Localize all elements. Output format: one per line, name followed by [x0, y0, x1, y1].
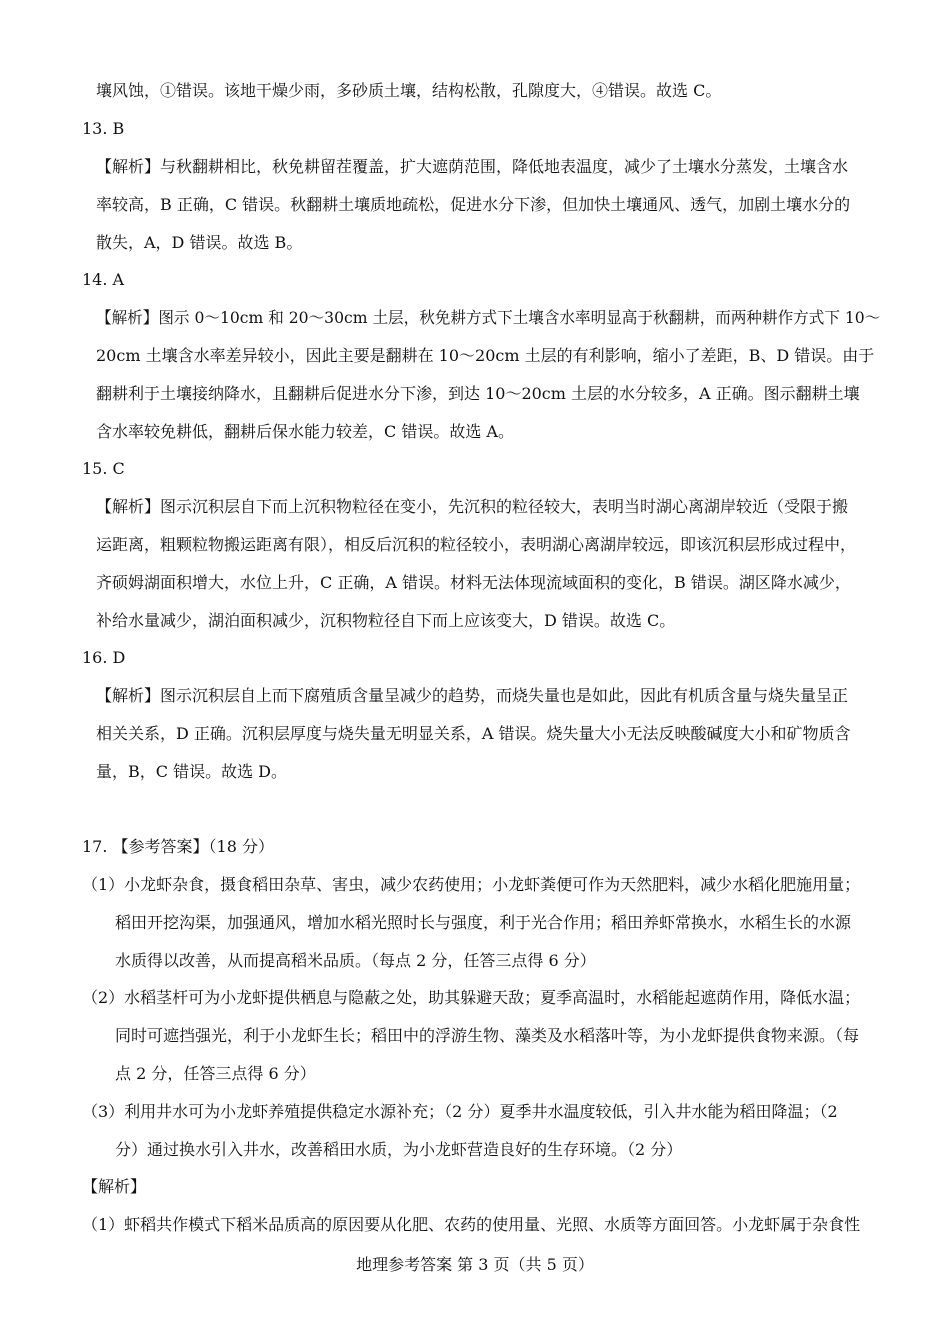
text-line: 壤风蚀，①错误。该地干燥少雨，多砂质土壤，结构松散，孔隙度大，④错误。故选 C。 [96, 81, 722, 100]
text-line: 同时可遮挡强光，利于小龙虾生长；稻田中的浮游生物、藻类及水稻落叶等，为小龙虾提供食物来源。（每 [115, 1026, 860, 1045]
text-line: 量，B，C 错误。故选 D。 [96, 762, 288, 781]
text-line: 点 2 分，任答三点得 6 分） [115, 1064, 316, 1083]
text-line: 分）通过换水引入井水，改善稻田水质，为小龙虾营造良好的生存环境。（2 分） [115, 1140, 683, 1159]
question-number-15: 15. C [82, 459, 125, 478]
text-line: 散失，A，D 错误。故选 B。 [96, 233, 303, 252]
text-line: 含水率较免耕低，翻耕后保水能力较差，C 错误。故选 A。 [96, 422, 514, 441]
text-line: 率较高，B 正确，C 错误。秋翻耕土壤质地疏松，促进水分下渗，但加快土壤通风、透气，加剧土壤水分的 [96, 195, 851, 214]
text-line: 补给水量减少，湖泊面积减少，沉积物粒径自下而上应该变大，D 错误。故选 C。 [96, 611, 676, 630]
text-line: 运距离，粗颗粒物搬运距离有限），相反后沉积的粒径较小，表明湖心离湖岸较远，即该沉积层形成过程中， [96, 535, 857, 554]
text-line: 20cm 土壤含水率差异较小，因此主要是翻耕在 10～20cm 土层的有利影响，缩小了差距，B、D 错误。由于 [96, 346, 875, 365]
analysis-line: 【解析】图示沉积层自上而下腐殖质含量呈减少的趋势，而烧失量也是如此，因此有机质含量与烧失量呈正 [96, 686, 849, 705]
page-footer: 地理参考答案 第 3 页（共 5 页） [356, 1255, 594, 1274]
answer-part-3: （3）利用井水可为小龙虾养殖提供稳定水源补充；（2 分）夏季井水温度较低，引入井水能为稻田降温；（2 [82, 1102, 838, 1121]
text-line: 稻田开挖沟渠，加强通风，增加水稻光照时长与强度，利于光合作用；稻田养虾常换水，水稻生长的水源 [115, 913, 852, 932]
text-line: 水质得以改善，从而提高稻米品质。（每点 2 分，任答三点得 6 分） [115, 951, 596, 970]
analysis-line: 【解析】图示沉积层自下而上沉积物粒径在变小，先沉积的粒径较大，表明当时湖心离湖岸较近（受限于搬 [96, 497, 849, 516]
analysis-line: 【解析】图示 0～10cm 和 20～30cm 土层，秋免耕方式下土壤含水率明显高于秋翻耕，而两种耕作方式下 10～ [96, 308, 881, 327]
analysis-part-1: （1）虾稻共作模式下稻米品质高的原因要从化肥、农药的使用量、光照、水质等方面回答。小龙虾属于杂食性 [82, 1215, 861, 1234]
question-number-17: 17. 【参考答案】（18 分） [82, 837, 274, 856]
text-line: 翻耕利于土壤接纳降水，且翻耕后促进水分下渗，到达 10～20cm 土层的水分较多，A 正确。图示翻耕土壤 [96, 384, 860, 403]
question-number-16: 16. D [82, 648, 126, 667]
question-number-14: 14. A [82, 270, 125, 289]
question-number-13: 13. B [82, 119, 125, 138]
answer-part-1: （1）小龙虾杂食，摄食稻田杂草、害虫，减少农药使用；小龙虾粪便可作为天然肥料，减少水稻化肥施用量； [82, 875, 861, 894]
analysis-line: 【解析】与秋翻耕相比，秋免耕留茬覆盖，扩大遮荫范围，降低地表温度，减少了土壤水分蒸发，土壤含水 [96, 157, 849, 176]
text-line: 相关关系，D 正确。沉积层厚度与烧失量无明显关系，A 错误。烧失量大小无法反映酸碱度大小和矿物质含 [96, 724, 851, 743]
answer-part-2: （2）水稻茎杆可为小龙虾提供栖息与隐蔽之处，助其躲避天敌；夏季高温时，水稻能起遮荫作用，降低水温； [82, 988, 861, 1007]
analysis-heading: 【解析】 [82, 1177, 147, 1196]
text-line: 齐硕姆湖面积增大，水位上升，C 正确，A 错误。材料无法体现流域面积的变化，B 错误。湖区降水减少， [96, 573, 851, 592]
